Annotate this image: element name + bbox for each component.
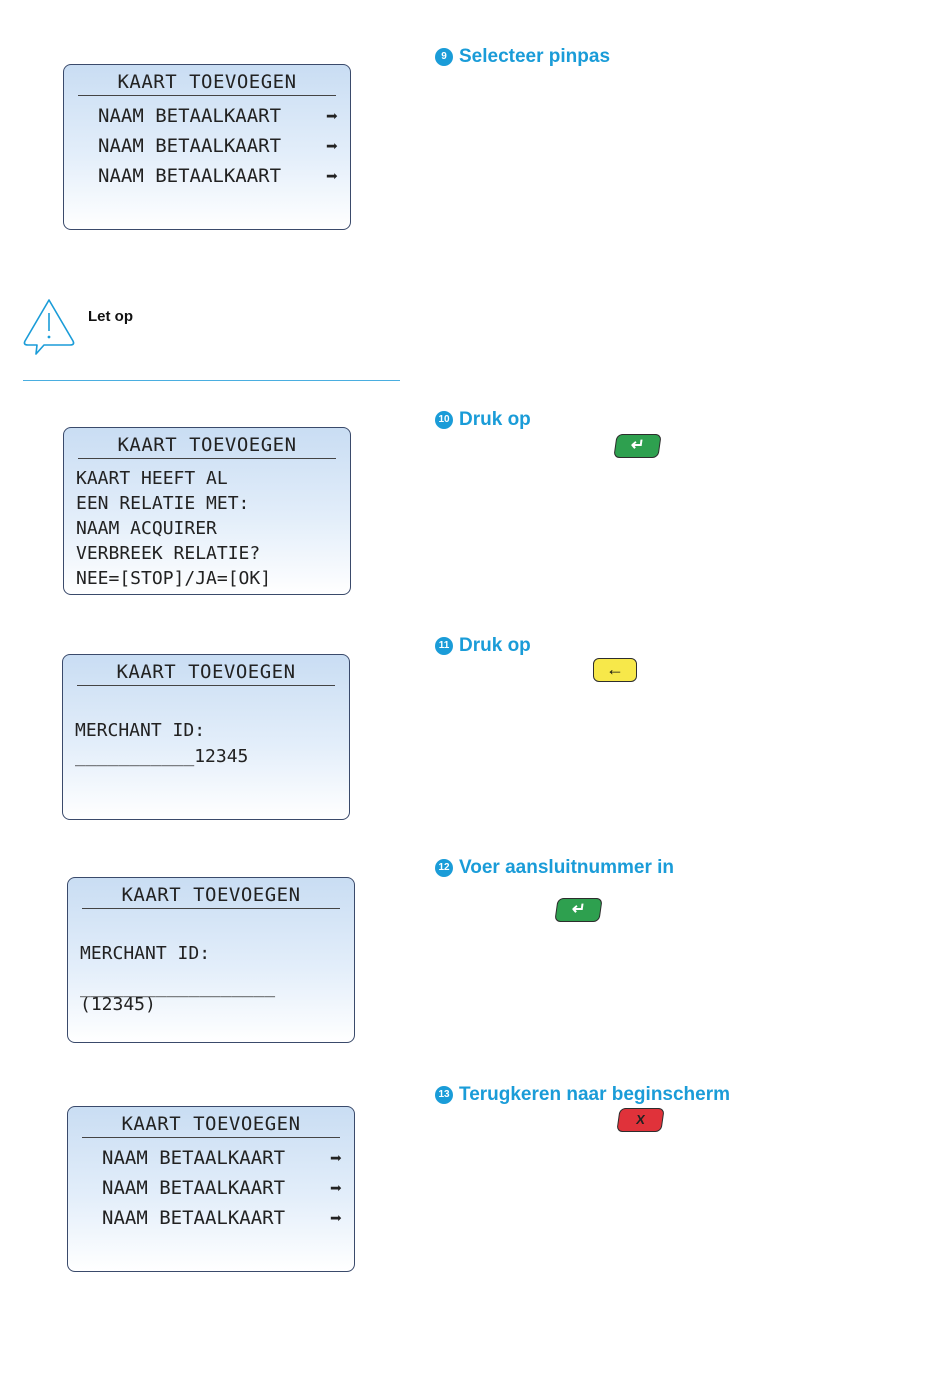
enter-key[interactable]: ↵ bbox=[613, 434, 661, 458]
screen-title: KAART TOEVOEGEN bbox=[77, 659, 335, 686]
back-key[interactable]: ← bbox=[593, 658, 637, 682]
warning-icon bbox=[22, 297, 76, 357]
step-number: 12 bbox=[435, 859, 453, 877]
card-option[interactable] bbox=[98, 101, 338, 131]
card-option[interactable] bbox=[102, 1203, 342, 1233]
arrow-right-icon: ➡ bbox=[325, 164, 338, 188]
screen-line: EEN RELATIE MET: bbox=[76, 493, 250, 514]
terminal-screen-select-card bbox=[67, 1106, 355, 1272]
arrow-right-icon: ➡ bbox=[325, 104, 338, 128]
screen-line: MERCHANT ID: bbox=[75, 720, 206, 741]
screen-line: KAART HEEFT AL bbox=[76, 468, 228, 489]
screen-title: KAART TOEVOEGEN bbox=[82, 1111, 340, 1138]
warning-title: Let op bbox=[88, 308, 133, 325]
arrow-right-icon: ➡ bbox=[329, 1146, 342, 1170]
screen-title: KAART TOEVOEGEN bbox=[78, 69, 336, 96]
card-option[interactable] bbox=[98, 161, 338, 191]
step-text: Voer aansluitnummer in bbox=[459, 857, 675, 878]
card-name: NAAM BETAALKAART bbox=[98, 135, 282, 157]
step-11 bbox=[435, 635, 531, 657]
step-text: Selecteer pinpas bbox=[459, 46, 611, 67]
terminal-screen-merchant-id-entry bbox=[62, 654, 350, 820]
card-name: NAAM BETAALKAART bbox=[98, 105, 282, 127]
screen-line: VERBREEK RELATIE? bbox=[76, 543, 261, 564]
step-9 bbox=[435, 46, 610, 68]
step-number: 11 bbox=[435, 637, 453, 655]
step-number: 13 bbox=[435, 1086, 453, 1104]
screen-line: NEE=[STOP]/JA=[OK] bbox=[76, 568, 272, 589]
cancel-key[interactable]: X bbox=[616, 1108, 664, 1132]
step-text: Druk op bbox=[459, 409, 531, 430]
screen-title: KAART TOEVOEGEN bbox=[82, 882, 340, 909]
card-option[interactable] bbox=[98, 131, 338, 161]
screen-title: KAART TOEVOEGEN bbox=[78, 432, 336, 459]
card-name: NAAM BETAALKAART bbox=[102, 1207, 286, 1229]
step-number: 10 bbox=[435, 411, 453, 429]
screen-line: (12345) bbox=[80, 994, 156, 1015]
step-10 bbox=[435, 409, 531, 431]
card-name: NAAM BETAALKAART bbox=[102, 1177, 286, 1199]
enter-key[interactable]: ↵ bbox=[554, 898, 602, 922]
terminal-screen-existing-relation bbox=[63, 427, 351, 595]
arrow-right-icon: ➡ bbox=[329, 1206, 342, 1230]
terminal-screen-merchant-id-confirm bbox=[67, 877, 355, 1043]
card-option[interactable] bbox=[102, 1173, 342, 1203]
step-text: Terugkeren naar beginscherm bbox=[459, 1084, 731, 1105]
terminal-screen-select-card bbox=[63, 64, 351, 230]
step-12 bbox=[435, 857, 674, 879]
step-13 bbox=[435, 1084, 730, 1106]
arrow-right-icon: ➡ bbox=[329, 1176, 342, 1200]
screen-line: NAAM ACQUIRER bbox=[76, 518, 217, 539]
screen-line: MERCHANT ID: bbox=[80, 943, 211, 964]
card-name: NAAM BETAALKAART bbox=[102, 1147, 286, 1169]
card-name: NAAM BETAALKAART bbox=[98, 165, 282, 187]
card-option[interactable] bbox=[102, 1143, 342, 1173]
arrow-right-icon: ➡ bbox=[325, 134, 338, 158]
merchant-id-input[interactable]: __________________ bbox=[80, 977, 276, 998]
step-text: Druk op bbox=[459, 635, 531, 656]
merchant-id-input[interactable]: ___________12345 bbox=[75, 746, 249, 767]
divider bbox=[23, 380, 400, 381]
step-number: 9 bbox=[435, 48, 453, 66]
